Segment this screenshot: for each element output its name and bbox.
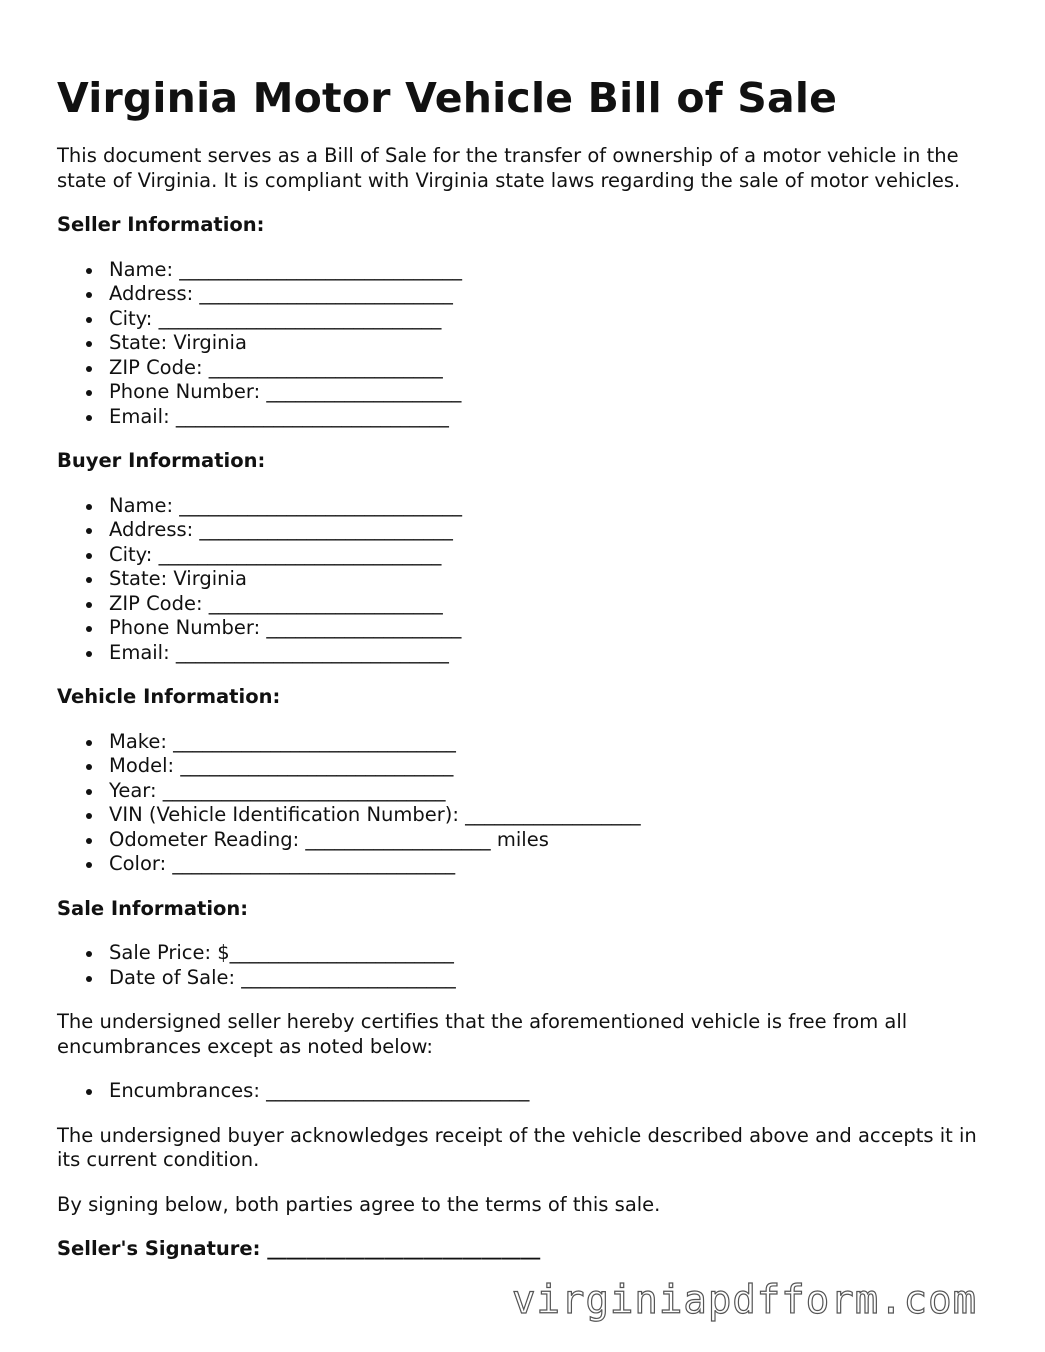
intro-paragraph: This document serves as a Bill of Sale for the transfer of ownership of a motor vehicle in the state of Virginia. It is compliant with Virginia state laws regarding the sale of motor vehicles. [57, 144, 961, 192]
buyer-city-field[interactable]: City: _____________________________ [57, 543, 997, 568]
encumbrances-list [57, 1079, 997, 1104]
buyer-heading: Buyer Information: [57, 449, 266, 472]
seller-list [57, 258, 997, 430]
seller-heading: Seller Information: [57, 213, 265, 236]
vehicle-odometer-field[interactable]: Odometer Reading: ___________________ miles [57, 828, 997, 853]
vehicle-make-field[interactable]: Make: _____________________________ [57, 730, 997, 755]
document-title: Virginia Motor Vehicle Bill of Sale [57, 74, 838, 122]
seller-city-field[interactable]: City: _____________________________ [57, 307, 997, 332]
seller-name-field[interactable]: Name: _____________________________ [57, 258, 997, 283]
seller-signature-line[interactable]: Seller's Signature: ____________________________ [57, 1237, 541, 1260]
buyer-state-field: State: Virginia [57, 567, 997, 592]
buyer-address-field[interactable]: Address: __________________________ [57, 518, 997, 543]
encumbrances-field[interactable]: Encumbrances: ___________________________ [57, 1079, 997, 1104]
seller-address-field[interactable]: Address: __________________________ [57, 282, 997, 307]
sale-date-field[interactable]: Date of Sale: ______________________ [57, 966, 997, 991]
vehicle-vin-field[interactable]: VIN (Vehicle Identification Number): __________________ [57, 803, 997, 828]
document-page [57, 70, 997, 1262]
agreement-paragraph: By signing below, both parties agree to the terms of this sale. [57, 1192, 661, 1216]
sale-price-field[interactable]: Sale Price: $_______________________ [57, 941, 997, 966]
sale-list [57, 941, 997, 990]
vehicle-color-field[interactable]: Color: _____________________________ [57, 852, 997, 877]
seller-phone-field[interactable]: Phone Number: ____________________ [57, 380, 997, 405]
seller-state-field: State: Virginia [57, 331, 997, 356]
sale-heading: Sale Information: [57, 896, 249, 920]
certification-paragraph: The undersigned seller hereby certifies that the aforementioned vehicle is free from all encumbrances except as noted below: [57, 1010, 908, 1058]
buyer-zip-field[interactable]: ZIP Code: ________________________ [57, 592, 997, 617]
buyer-email-field[interactable]: Email: ____________________________ [57, 641, 997, 666]
seller-email-field[interactable]: Email: ____________________________ [57, 405, 997, 430]
vehicle-year-field[interactable]: Year: _____________________________ [57, 779, 997, 804]
watermark-text: virginiapdfform.com [512, 1278, 978, 1323]
vehicle-model-field[interactable]: Model: ____________________________ [57, 754, 997, 779]
vehicle-list [57, 730, 997, 877]
acknowledgment-paragraph: The undersigned buyer acknowledges receipt of the vehicle described above and accepts it in its current condition. [57, 1123, 977, 1171]
seller-zip-field[interactable]: ZIP Code: ________________________ [57, 356, 997, 381]
buyer-phone-field[interactable]: Phone Number: ____________________ [57, 616, 997, 641]
vehicle-heading: Vehicle Information: [57, 685, 281, 708]
buyer-list [57, 494, 997, 666]
buyer-name-field[interactable]: Name: _____________________________ [57, 494, 997, 519]
